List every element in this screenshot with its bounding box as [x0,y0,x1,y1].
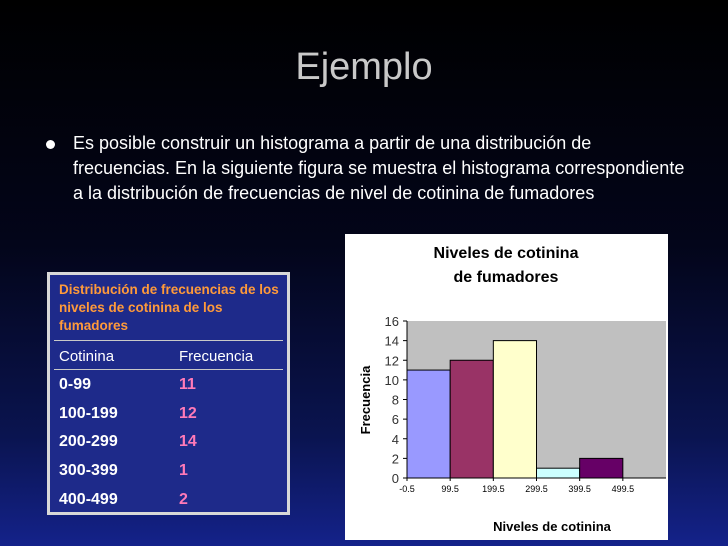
table-divider [54,340,283,341]
y-tick-label: 8 [391,392,399,408]
histogram-bar [493,341,536,478]
table-cell-frequency: 11 [179,376,196,393]
table-header-cotinina: Cotinina [59,348,115,365]
y-tick-label: 14 [384,333,399,349]
y-tick-label: 2 [391,451,399,467]
histogram-bar [450,360,493,478]
x-tick-label: 199.5 [482,484,505,494]
y-axis-label: Frecuencia [358,365,373,435]
y-tick-label: 12 [384,353,399,369]
y-tick-label: 10 [384,372,399,388]
bullet-icon [46,140,55,149]
table-cell-range: 400-499 [59,491,118,508]
x-axis-label: Niveles de cotinina [493,519,611,534]
table-cell-frequency: 1 [179,462,188,479]
table-divider [54,369,283,370]
table-cell-frequency: 2 [179,491,188,508]
x-tick-label: 399.5 [568,484,591,494]
histogram-bar [580,458,623,478]
table-cell-frequency: 12 [179,405,197,422]
x-tick-label: 99.5 [441,484,459,494]
x-tick-label: 499.5 [611,484,635,494]
table-cell-range: 100-199 [59,405,118,422]
table-cell-frequency: 14 [179,433,197,450]
table-cell-range: 300-399 [59,462,118,479]
x-tick-label: -0.5 [399,484,415,494]
table-header-frecuencia: Frecuencia [179,348,254,365]
table-cell-range: 200-299 [59,433,118,450]
y-tick-label: 6 [391,412,399,428]
table-title: Distribución de frecuencias de los niveles de cotinina de los fumadores [59,282,279,333]
histogram-bar [537,468,580,478]
histogram-bar [407,370,450,478]
y-tick-label: 0 [391,471,399,486]
table-cell-range: 0-99 [59,376,92,393]
x-tick-label: 299.5 [525,484,548,494]
y-tick-label: 4 [391,431,399,447]
frequency-table [47,272,290,515]
slide-title: Ejemplo [295,46,433,88]
y-tick-label: 16 [384,314,399,329]
histogram-svg [345,234,668,540]
histogram-chart [345,234,668,540]
chart-title: Niveles de cotinina de fumadores [433,245,579,286]
bullet-text: Es posible construir un histograma a partir de una distribución de frecuencias. En la siguiente figura se muestra el histograma correspondiente a la distribución de frecuencias de nivel de cotinina de fumadores [73,133,685,203]
